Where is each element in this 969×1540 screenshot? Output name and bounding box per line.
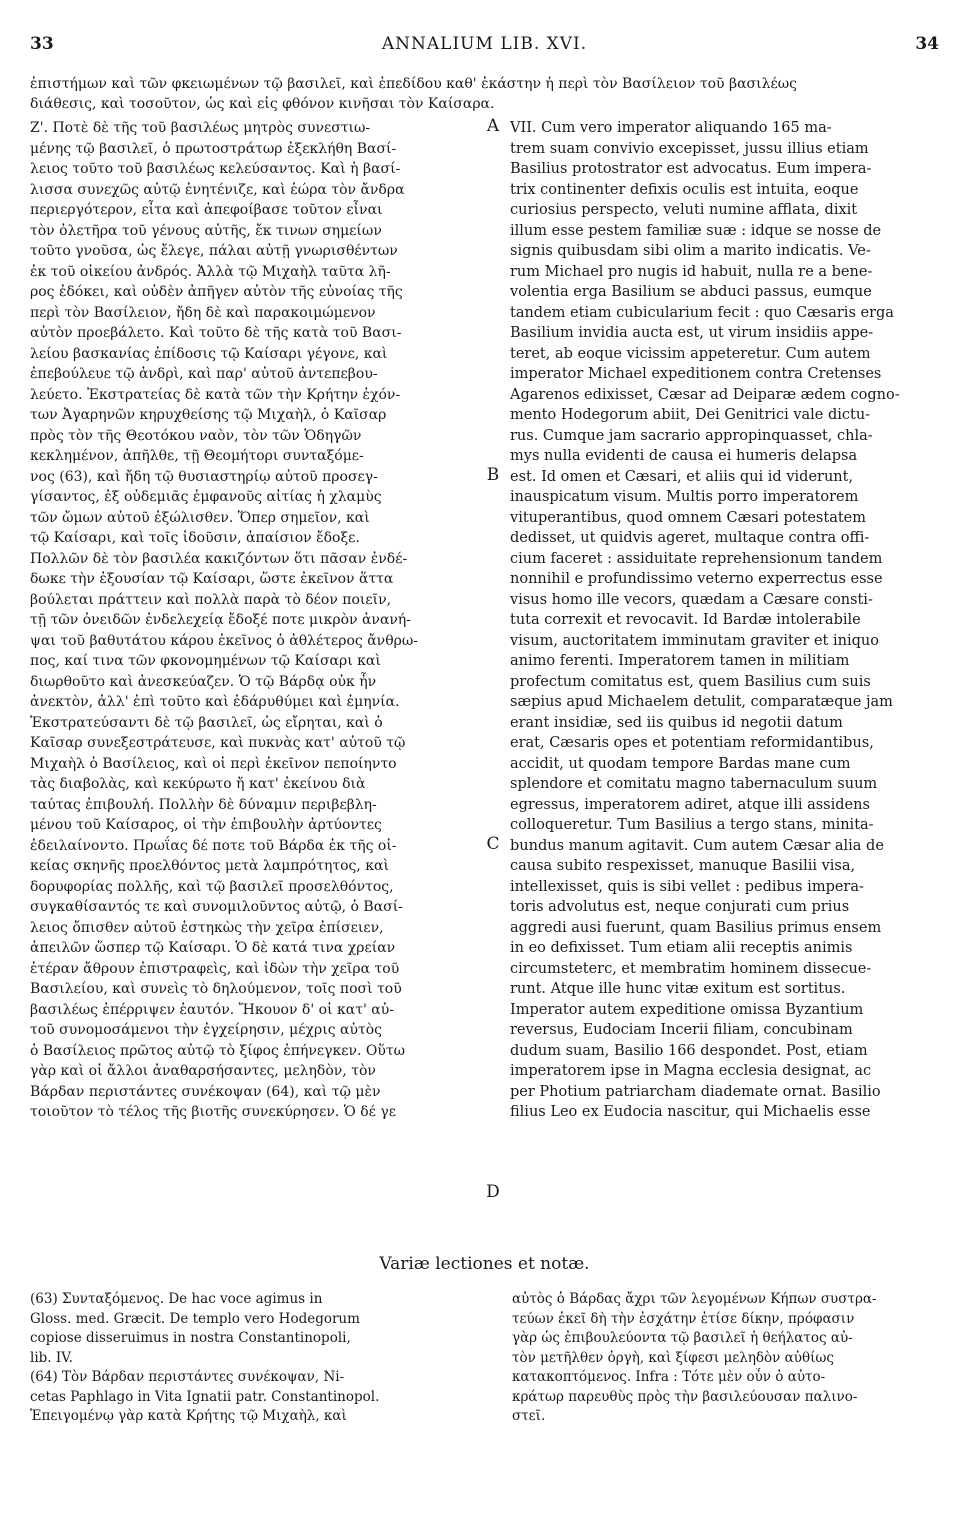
greek-line: τῷ Καίσαρι, καὶ τοῖς ἰδοῦσιν, ἀπαίσιον ἔδοξε.: [30, 530, 360, 546]
greek-line: Μιχαὴλ ὁ Βασίλειος, καὶ οἱ περὶ ἐκεῖνον πεποίηντο: [30, 755, 397, 772]
greek-line: κείας σκηνῆς προελθόντος μετὰ λαμπρότητος, καὶ: [30, 858, 389, 874]
greek-line: δωκε τὴν ἐξουσίαν τῷ Καίσαρι, ὥστε ἐκεῖνον ἅττα: [30, 571, 394, 587]
note-line: στεῖ.: [512, 1408, 546, 1424]
greek-line: περὶ τὸν Βασίλειον, ἤδη δὲ καὶ παρακοιμώμενον: [30, 304, 376, 321]
greek-line: τοῦτο γνοῦσα, ὡς ἔλεγε, πάλαι αὐτῇ γνωρισθέντων: [30, 243, 398, 259]
greek-line: μένου τοῦ Καίσαρος, οἱ τὴν ἐπιβουλὴν ἀρτύοντες: [30, 817, 382, 833]
latin-line: egressus, imperatorem adiret, atque illi assidens: [510, 796, 870, 813]
latin-line: visum, auctoritatem imminutam graviter et iniquo: [510, 632, 879, 649]
greek-line: γίσαντος, ἐξ οὐδεμιᾶς ἐμφανοῦς αἰτίας ἡ χλαμὺς: [30, 489, 382, 505]
latin-line: filius Leo ex Eudocia nascitur, qui Michaelis esse: [510, 1104, 871, 1120]
greek-line: ἐδειλαίνοντο. Πρωΐας δέ ποτε τοῦ Βάρδα ἐκ τῆς οἰ-: [30, 837, 397, 854]
note-line: copiose disseruimus in nostra Constantinopoli,: [30, 1330, 351, 1346]
greek-line: λεύετο. Ἐκστρατείας δὲ κατὰ τῶν τὴν Κρήτην ἐχόν-: [30, 386, 401, 403]
note-line: Ἐπειγομένῳ γὰρ κατὰ Κρήτης τῷ Μιχαὴλ, καὶ: [30, 1408, 347, 1424]
greek-line: λειος ὄπισθεν αὐτοῦ ἑστηκὼς τὴν χεῖρα ἐπίσειεν,: [30, 919, 384, 936]
greek-line: τῇ τῶν ὀνειδῶν ἐνδελεχείᾳ ἔδοξέ ποτε μικρὸν ἀνανή-: [30, 612, 412, 628]
greek-line: ἀνεκτὸν, ἀλλ' ἐπὶ τοῦτο καὶ ἐδάρυθύμει καὶ ἐμηνία.: [30, 694, 400, 710]
greek-line: ταύτας ἐπιβουλή. Πολλὴν δὲ δύναμιν περιβεβλη-: [30, 796, 377, 813]
greek-line: συγκαθίσαντός τε καὶ συνομιλοῦντος αὐτῷ, ὁ Βασί-: [30, 899, 403, 915]
latin-line: visus homo ille vecors, quædam a Cæsare consti-: [510, 591, 873, 608]
latin-line: tuta correxit et revocavit. Id Bardæ intolerabile: [510, 612, 861, 628]
latin-line: intellexisset, quis is sibi vellet : pedibus impera-: [510, 878, 864, 895]
section-marker-a: A: [486, 116, 500, 136]
greek-line: λείου βασκανίας ἐπίδοσις τῷ Καίσαρι γέγονε, καὶ: [30, 345, 388, 362]
latin-line: volentia erga Basilium se abduci passus, eumque: [510, 284, 872, 300]
left-page-number: 33: [30, 34, 54, 54]
note-line: cetas Paphlago in Vita Ignatii patr. Constantinopol.: [30, 1388, 380, 1405]
latin-line: est. Id omen et Cæsari, et aliis qui id viderunt,: [510, 468, 854, 485]
latin-line: VII. Cum vero imperator aliquando 165 ma-: [510, 120, 832, 136]
latin-line: nonnihil e profundissimo veterno experrectus esse: [510, 571, 883, 587]
greek-line: λισσα συνεχῶς αὐτῷ ἐνητένιζε, καὶ ἑώρα τὸν ἄνδρα: [30, 181, 405, 198]
intro-line: διάθεσις, καὶ τοσοῦτον, ὡς καὶ εἰς φθόνον κινῆσαι τὸν Καίσαρα.: [30, 96, 495, 112]
latin-line: dedisset, ut quidvis ageret, multaque contra offi-: [510, 530, 870, 546]
greek-line: βούλεται πράττειν καὶ πολλὰ παρὰ τὸ δέον ποιεῖν,: [30, 591, 392, 608]
greek-line: βασιλέως ἐπέρριψεν ἑαυτόν. Ἤκουον δ' οἱ κατ' αὐ-: [30, 1001, 394, 1018]
latin-line: sæpius apud Michaelem detulit, comparatæque jam: [510, 694, 893, 710]
latin-line: cium faceret : assiduitate reprehensionum tandem: [510, 550, 883, 567]
latin-line: in eo defixisset. Tum etiam alii receptis animis: [510, 940, 853, 956]
note-line: (63) Συνταξόμενος. De hac voce agimus in: [30, 1291, 323, 1307]
latin-line: rus. Cumque jam sacrario appropinquasset, chla-: [510, 427, 873, 444]
note-line: τὸν μετῆλθεν ὀργὴ, καὶ ξίφεσι μεληδὸν αὐθίως: [512, 1349, 834, 1366]
note-line: κράτωρ παρευθὺς πρὸς τὴν βασιλεύουσαν παλινο-: [512, 1388, 858, 1405]
greek-line: πρὸς τὸν τῆς Θεοτόκου ναὸν, τὸν τῶν Ὁδηγῶν: [30, 427, 362, 444]
note-line: Gloss. med. Græcit. De templo vero Hodegorum: [30, 1310, 360, 1327]
latin-line: colloqueretur. Tum Basilius a tergo stans, minita-: [510, 817, 874, 833]
latin-line: Agarenos edixisset, Cæsar ad Deiparæ ædem cogno-: [510, 386, 900, 403]
greek-line: Ζ'. Ποτὲ δὲ τῆς τοῦ βασιλέως μητρὸς συνεστιω-: [30, 120, 371, 136]
greek-line: κεκλημένον, ἀπῆλθε, τῇ Θεομήτορι συνταξόμε-: [30, 448, 364, 464]
latin-line: animo ferenti. Imperatorem tamen in militiam: [510, 653, 850, 669]
note-line: lib. IV.: [30, 1349, 73, 1366]
latin-line: mys nulla evidenti de causa ei humeris delapsa: [510, 448, 858, 464]
latin-line: trix continenter defixis oculis est intuita, eoque: [510, 181, 859, 198]
latin-line: Basilius protostrator est advocatus. Eum impera-: [510, 161, 872, 177]
greek-line: δορυφορίας πολλῆς, καὶ τῷ βασιλεῖ προσελθόντος,: [30, 878, 394, 895]
greek-line: περιεργότερον, εἶτα καὶ ἀπεφοίβασε τοῦτον εἶναι: [30, 202, 383, 218]
latin-line: Basilium invidia aucta est, ut virum insidiis appe-: [510, 325, 874, 341]
greek-line: ρος ἐδόκει, καὶ οὐδὲν ἀπῆγεν αὐτὸν τῆς εὐνοίας τῆς: [30, 284, 403, 300]
latin-line: circumsteterc, et membratim hominem dissecue-: [510, 960, 872, 977]
intro-line: ἐπιστήμων καὶ τῶν φκειωμένων τῷ βασιλεῖ, καὶ ἐπεδίδου καθ' ἑκάστην ἡ περὶ τὸν Βασίλειον τοῦ βασιλέως: [30, 76, 797, 92]
latin-line: inauspicatum visum. Multis porro imperatorem: [510, 489, 859, 505]
greek-line: νος (63), καὶ ἤδη τῷ θυσιαστηρίῳ αὐτοῦ προσεγ-: [30, 468, 378, 485]
latin-line: reversus, Eudociam Incerii filiam, concubinam: [510, 1022, 853, 1038]
note-line: αὐτὸς ὁ Βάρδας ἄχρι τῶν λεγομένων Κήπων συστρα-: [512, 1291, 877, 1307]
right-page-number: 34: [915, 34, 939, 54]
latin-line: bundus manum agitavit. Cum autem Cæsar alia de: [510, 837, 884, 854]
latin-line: profectum comitatus est, quem Basilius cum suis: [510, 673, 871, 690]
greek-line: μένης τῷ βασιλεῖ, ὁ πρωτοστράτωρ ἐξεκλήθη Βασί-: [30, 140, 397, 157]
latin-line: erant insidiæ, sed iis quibus id negotii datum: [510, 714, 843, 731]
latin-line: rum Michael pro nugis id habuit, nulla re a bene-: [510, 263, 873, 280]
latin-line: vituperantibus, quod omnem Cæsari potestatem: [510, 509, 866, 526]
greek-line: τῶν ὤμων αὐτοῦ ἐξώλισθεν. Ὅπερ σημεῖον, καὶ: [30, 509, 370, 526]
greek-line: τοιοῦτον τὸ τέλος τῆς βιοτῆς συνεκύρησεν. Ὁ δέ γε: [30, 1104, 396, 1120]
latin-line: illum esse pestem familiæ suæ : idque se nosse de: [510, 222, 882, 239]
section-marker-d: D: [486, 1182, 500, 1202]
section-markers: [478, 0, 508, 1260]
latin-line: toris advolutus est, neque conjurati cum prius: [510, 899, 850, 915]
latin-line: mento Hodegorum abiit, Dei Genitrici vale dictu-: [510, 407, 871, 423]
greek-line: πος, καί τινα τῶν φκονομημένων τῷ Καίσαρι καὶ: [30, 653, 381, 669]
latin-line: per Photium patriarcham diademate ornat. Basilio: [510, 1083, 881, 1100]
latin-line: signis quibusdam sibi olim a marito indicatis. Ve-: [510, 243, 871, 259]
latin-line: dudum suam, Basilio 166 despondet. Post, etiam: [510, 1042, 868, 1059]
greek-line: τοῦ συνομοσάμενοι τὴν ἐγχείρησιν, μέχρις αὐτὸς: [30, 1022, 383, 1038]
greek-line: Ἐκστρατεύσαντι δὲ τῷ βασιλεῖ, ὡς εἴρηται, καὶ ὁ: [30, 714, 383, 731]
running-title: ANNALIUM LIB. XVI.: [381, 34, 588, 54]
greek-line: ἐπεβούλευε τῷ ἀνδρὶ, καὶ παρ' αὐτοῦ ἀντεπεβου-: [30, 366, 378, 382]
latin-line: curiosius perspecto, veluti numine afflata, dixit: [510, 202, 858, 218]
section-marker-c: C: [486, 833, 500, 854]
greek-line: τὰς διαβολὰς, καὶ κεκύρωτο ἤ κατ' ἐκείνου διὰ: [30, 776, 366, 792]
greek-line: ἑτέραν ἄθρουν ἐπιστραφεὶς, καὶ ἰδὼν τὴν χεῖρα τοῦ: [30, 960, 400, 977]
latin-line: splendore et comitatu magno tabernaculum suum: [510, 776, 878, 792]
greek-line: διωρθοῦτο καὶ ἀνεσκεύαζεν. Ὁ τῷ Βάρδᾳ οὐκ ἦν: [30, 673, 377, 690]
greek-line: Καῖσαρ συνεξεστράτευσε, καὶ πυκνὰς κατ' αὐτοῦ τῷ: [30, 735, 406, 751]
greek-line: Βάρδαν περιστάντες συνέκοψαν (64), καὶ τῷ μὲν: [30, 1083, 381, 1100]
note-line: κατακοπτόμενος. Infra : Τότε μὲν οὖν ὁ αὐτο-: [512, 1369, 826, 1385]
latin-line: runt. Atque ille hunc vitæ exitum est sortitus.: [510, 981, 846, 997]
latin-column: [510, 118, 940, 1240]
latin-line: tandem etiam cubicularium fecit : quo Cæsaris erga: [510, 304, 894, 321]
greek-line: γὰρ καὶ οἱ ἄλλοι ἀναθαρσήσαντες, μεληδὸν, τὸν: [30, 1063, 376, 1079]
note-line: τεύων ἐκεῖ δὴ τὴν ἐσχάτην ἐτίσε δίκην, πρόφασιν: [512, 1310, 855, 1327]
latin-line: causa subito respexisset, manuque Basilii visa,: [510, 858, 856, 874]
latin-line: trem suam convivio excepisset, jussu illius etiam: [510, 140, 869, 157]
latin-line: accidit, ut quodam tempore Bardas mane cum: [510, 755, 851, 772]
latin-line: teret, ab eoque vicissim appeteretur. Cum autem: [510, 345, 871, 362]
greek-line: αὐτὸν προεβάλετο. Καὶ τοῦτο δὲ τῆς κατὰ τοῦ Βασι-: [30, 325, 402, 341]
greek-column: [30, 118, 477, 1240]
greek-line: ἐκ τοῦ οἰκείου ἀνδρός. Ἀλλὰ τῷ Μιχαὴλ ταῦτα λῆ-: [30, 263, 391, 280]
greek-line: τὸν ὀλετῆρα τοῦ γένους αὐτῆς, ἔκ τινων σημείων: [30, 222, 382, 239]
notes-left-column: [30, 1290, 475, 1470]
greek-line: των Ἀγαρηνῶν κηρυχθείσης τῷ Μιχαὴλ, ὁ Καῖσαρ: [30, 407, 387, 423]
greek-line: ὁ Βασίλειος πρῶτος αὐτῷ τὸ ξίφος ἐπήνεγκεν. Οὕτω: [30, 1042, 406, 1059]
section-marker-b: B: [486, 464, 500, 485]
notes-right-column: [512, 1290, 940, 1470]
latin-line: erat, Cæsaris opes et potentiam reformidantibus,: [510, 735, 874, 751]
note-line: (64) Τὸν Βάρδαν περιστάντες συνέκοψαν, Ni-: [30, 1369, 345, 1385]
greek-line: Βασιλείου, καὶ συνεὶς τὸ δηλούμενον, τοῖς ποσὶ τοῦ: [30, 981, 402, 997]
notes-title: Variæ lectiones et notæ.: [379, 1254, 590, 1274]
greek-line: ψαι τοῦ βαθυτάτου κάρου ἐκεῖνος ὁ ἀθλέτερος ἄνθρω-: [30, 632, 418, 649]
latin-line: Imperator autem expeditione omissa Byzantium: [510, 1001, 864, 1018]
greek-line: ἀπειλῶν ὥσπερ τῷ Καίσαρι. Ὁ δὲ κατά τινα χρείαν: [30, 940, 396, 956]
greek-line: λειος τοῦτο τοῦ βασιλέως κελεύσαντος. Καὶ ἡ βασί-: [30, 161, 401, 177]
latin-line: aggredi ausi fuerunt, quam Basilius primus ensem: [510, 919, 882, 936]
note-line: γὰρ ὡς ἐπιβουλεύοντα τῷ βασιλεῖ ἡ θεήλατος αὐ-: [512, 1330, 853, 1346]
latin-line: imperatorem ipse in Magna ecclesia designat, ac: [510, 1063, 872, 1079]
greek-line: Πολλῶν δὲ τὸν βασιλέα κακιζόντων ὅτι πᾶσαν ἐνδέ-: [30, 550, 408, 567]
latin-line: imperator Michael expeditionem contra Cretenses: [510, 366, 882, 382]
